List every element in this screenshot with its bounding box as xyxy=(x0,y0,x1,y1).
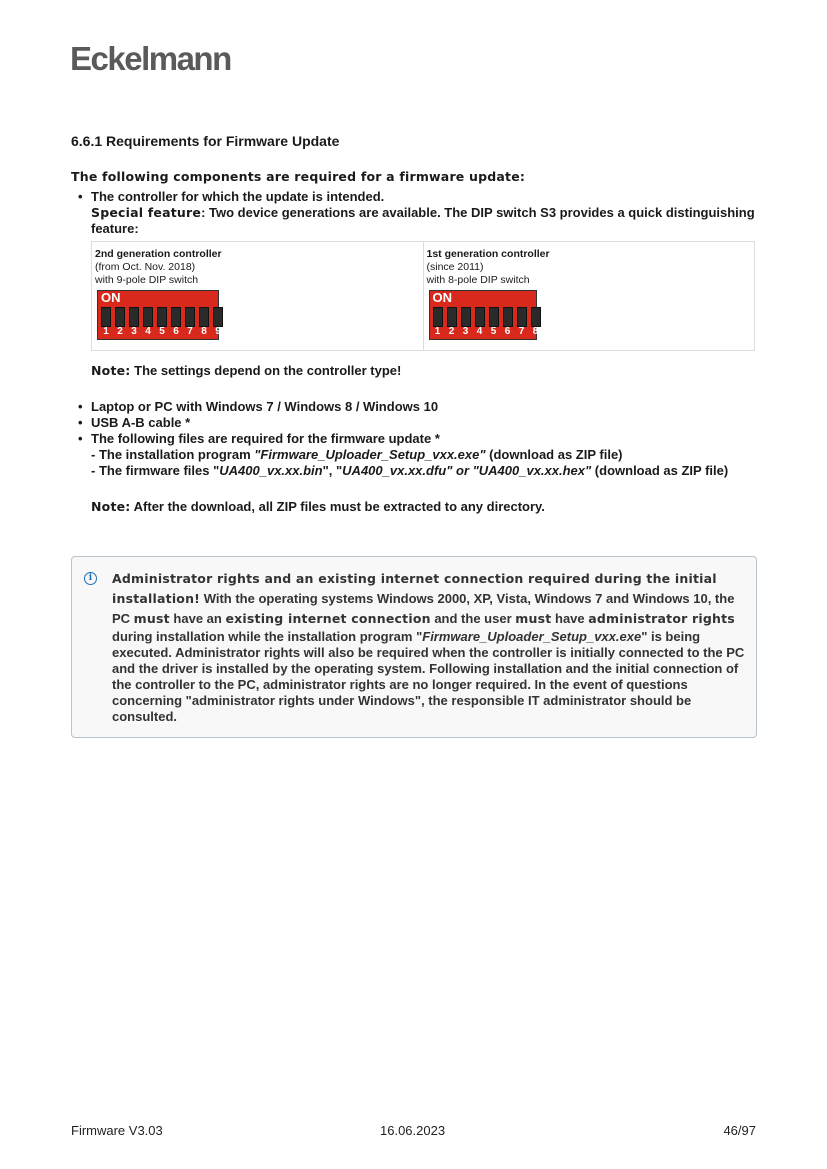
note-text: After the download, all ZIP files must be extracted to any directory. xyxy=(130,499,545,514)
dip-on-label: ON xyxy=(432,290,452,305)
info-text: Administrator rights and an existing internet connection required during the initial installation! With the operating systems Windows 2000, XP, Vista, Windows 7 and Windows 10, the PC must have an existing internet connection and the user must have administrator rights during installation while the installation program "Firmware_Uploader_Setup_vxx.exe" is being executed. Administrator rights will also be required when the controller is initially connected to the PC and the driver is installed by the operating system. Following installation and the initial connection of the controller to the PC, administrator rights are no longer required. In the event of questions concerning "administrator rights under Windows", the responsible IT administrator should be consulted. xyxy=(112,571,745,724)
note-label: Note: xyxy=(91,499,131,514)
cell-text: with 9-pole DIP switch xyxy=(95,274,199,286)
footer-version: Firmware V3.03 xyxy=(71,1123,163,1138)
cell-title: 1st generation controller xyxy=(426,248,550,260)
list-item: • Laptop or PC with Windows 7 / Windows 8 / Windows 10 xyxy=(91,399,756,415)
content xyxy=(71,133,756,515)
list-item xyxy=(91,431,756,515)
cell-text: (from Oct. Nov. 2018) xyxy=(95,261,196,273)
lead-text: The following components are required for a firmware update: xyxy=(71,169,526,184)
file-line-firmware: - The firmware files "UA400_vx.xx.bin", "UA400_vx.xx.dfu" or "UA400_vx.xx.hex" (download as ZIP file) xyxy=(91,463,729,478)
cell-title: 2nd generation controller xyxy=(95,248,222,260)
item-text: • The following files are required for the firmware update * xyxy=(91,431,440,446)
eckelmann-logo: Eckelmann xyxy=(70,40,231,77)
section-heading: 6.6.1 Requirements for Firmware Update xyxy=(71,133,340,149)
special-text: : Two device generations are available. The DIP switch S3 provides a quick distinguishing feature: xyxy=(91,205,755,236)
dip-on-label: ON xyxy=(101,290,121,305)
footer-date: 16.06.2023 xyxy=(380,1123,446,1138)
dip-switch-9-pole: ON 1 2 3 4 5 6 7 8 9 xyxy=(97,290,219,340)
info-icon: i xyxy=(84,572,97,585)
footer-page-number: 46/97 xyxy=(723,1123,756,1138)
controller-cell-gen2 xyxy=(92,242,424,351)
cell-text: with 8-pole DIP switch xyxy=(426,274,530,286)
note-text: The settings depend on the controller type! xyxy=(130,363,402,378)
controller-cell-gen1 xyxy=(423,242,755,351)
dip-switch-8-pole: ON 1 2 3 4 5 6 7 8 xyxy=(429,290,537,340)
cell-text: (since 2011) xyxy=(426,261,484,273)
note-label: Note: xyxy=(91,363,131,378)
controller-table xyxy=(91,241,755,351)
special-label: Special feature xyxy=(91,205,202,220)
list-item: • USB A-B cable * xyxy=(91,415,756,431)
info-box xyxy=(71,556,757,738)
requirements-list xyxy=(71,189,756,515)
list-item xyxy=(91,189,756,379)
file-line-installer: - The installation program "Firmware_Uploader_Setup_vxx.exe" (download as ZIP file) xyxy=(91,447,623,462)
item-text: • The controller for which the update is intended. xyxy=(91,189,385,204)
